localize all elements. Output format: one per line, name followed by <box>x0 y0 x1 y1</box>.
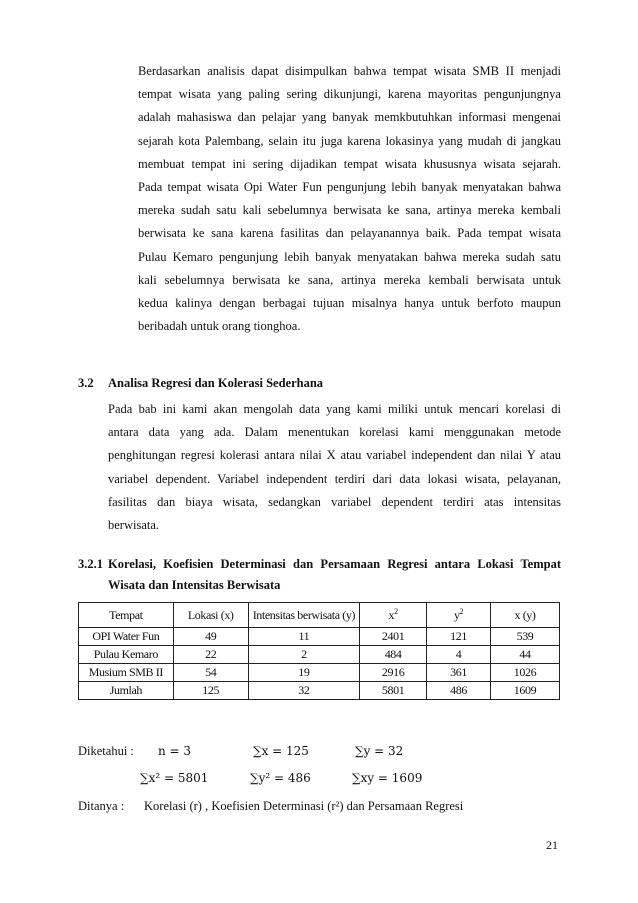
table-cell: 361 <box>427 664 491 682</box>
paragraph-line: Berdasarkan analisis dapat disimpulkan bahwa tempat wisata SMB II menjadi <box>138 64 561 78</box>
paragraph-line: berwisata. <box>108 518 160 533</box>
paragraph-line: mereka sudah satu kali sebelumnya berwisata ke sana, artinya mereka kembali <box>138 203 561 218</box>
table-header-cell: Lokasi (x) <box>173 603 248 628</box>
table-header-row <box>79 603 560 628</box>
table-cell: 54 <box>173 664 248 682</box>
paragraph-line: tempat wisata yang paling sering dikunjungi, karena mayoritas pengunjungnya <box>138 87 561 102</box>
table-cell: 2 <box>248 646 359 664</box>
paragraph-line: variabel dependent. Variabel independent terdiri dari data lokasi wisata, pelayanan, <box>108 471 561 486</box>
paragraph-line: antara data yang ada. Dalam menentukan korelasi kami menggunakan metode <box>108 425 561 440</box>
table-row <box>79 628 560 646</box>
subsection-title-line2: Wisata dan Intensitas Berwisata <box>108 578 281 592</box>
subsection-title-line1: Korelasi, Koefisien Determinasi dan Persamaan Regresi antara Lokasi Tempat <box>108 557 561 571</box>
paragraph-line: penghitungan regresi kolerasi antara nilai X atau variabel independent dan nilai Y atau <box>108 448 561 463</box>
paragraph-line: berwisata ke sana karena fasilitas dan pelayanannya baik. Pada tempat wisata <box>138 226 561 241</box>
table-cell: 22 <box>173 646 248 664</box>
paragraph-conclusion <box>138 60 561 338</box>
known-sum-xy: ∑xy = 1609 <box>352 771 423 785</box>
table-header-cell: Intensitas berwisata (y) <box>248 603 359 628</box>
table-row <box>79 664 560 682</box>
section-title: Analisa Regresi dan Kolerasi Sederhana <box>108 376 324 390</box>
subsection-number: 3.2.1 <box>78 557 103 571</box>
table-cell: Pulau Kemaro <box>79 646 174 664</box>
table-cell: 11 <box>248 628 359 646</box>
paragraph-line: kali sebelumnya berwisata ke sana, artinya mereka kembali berwisata untuk <box>138 272 561 287</box>
paragraph-line: membuat tempat ini sering dijadikan tempat wisata khususnya wisata sejarah. <box>138 156 561 171</box>
table-cell: 49 <box>173 628 248 646</box>
table-cell: 2916 <box>360 664 427 682</box>
known-sum-y: ∑y = 32 <box>355 744 404 758</box>
table-header-cell: x (y) <box>491 603 560 628</box>
table-row <box>79 646 560 664</box>
table-cell: 486 <box>427 682 491 700</box>
paragraph-line: sejarah kota Palembang, selain itu juga karena lokasinya yang mudah di jangkau <box>138 133 561 148</box>
paragraph-line: Pada bab ini kami akan mengolah data yang kami miliki untuk mencari korelasi di <box>108 402 561 416</box>
table-cell: 125 <box>173 682 248 700</box>
paragraph-line: kedua kalinya dengan berbagai tujuan misalnya hanya untuk berfoto maupun <box>138 296 561 311</box>
table-cell: 5801 <box>360 682 427 700</box>
table-cell: 4 <box>427 646 491 664</box>
table-header-cell: $y^2$ <box>427 603 491 628</box>
table-header-cell: Tempat <box>79 603 174 628</box>
table-cell: 32 <box>248 682 359 700</box>
known-n: n = 3 <box>158 744 192 758</box>
table-cell: 44 <box>491 646 560 664</box>
paragraph-line: beribadah untuk orang tionghoa. <box>138 319 301 334</box>
paragraph-line: fasilitas dan biaya wisata, sedangkan variabel dependent terdiri atas intensitas <box>108 494 561 509</box>
known-sum-x2: ∑x² = 5801 <box>140 771 209 785</box>
table-header-cell: $x^2$ <box>360 603 427 628</box>
paragraph-line: Pulau Kemaro pengunjung lebih banyak menyatakan bahwa mereka sudah satu <box>138 249 561 264</box>
paragraph-method <box>108 398 561 537</box>
data-table <box>78 602 560 700</box>
asked-text: Korelasi (r) , Koefisien Determinasi (r²) dan Persamaan Regresi <box>144 799 464 813</box>
known-label: Diketahui : <box>78 744 134 758</box>
known-sum-x: ∑x = 125 <box>253 744 309 758</box>
paragraph-line: Pada tempat wisata Opi Water Fun pengunjung lebih banyak menyatakan bahwa <box>138 180 561 195</box>
table-cell: 121 <box>427 628 491 646</box>
known-sum-y2: ∑y² = 486 <box>250 771 311 785</box>
table-cell: Jumlah <box>79 682 174 700</box>
table-cell: 1026 <box>491 664 560 682</box>
table-cell: 2401 <box>360 628 427 646</box>
paragraph-line: adalah mahasiswa dan pelajar yang banyak memkbutuhkan informasi mengenai <box>138 110 561 125</box>
table-row <box>79 682 560 700</box>
table-cell: OPI Water Fun <box>79 628 174 646</box>
table-cell: 19 <box>248 664 359 682</box>
table-cell: 539 <box>491 628 560 646</box>
table-cell: Musium SMB II <box>79 664 174 682</box>
table-cell: 1609 <box>491 682 560 700</box>
table-cell: 484 <box>360 646 427 664</box>
asked-label: Ditanya : <box>78 799 125 813</box>
section-number: 3.2 <box>78 376 94 390</box>
page-number: 21 <box>546 838 558 852</box>
